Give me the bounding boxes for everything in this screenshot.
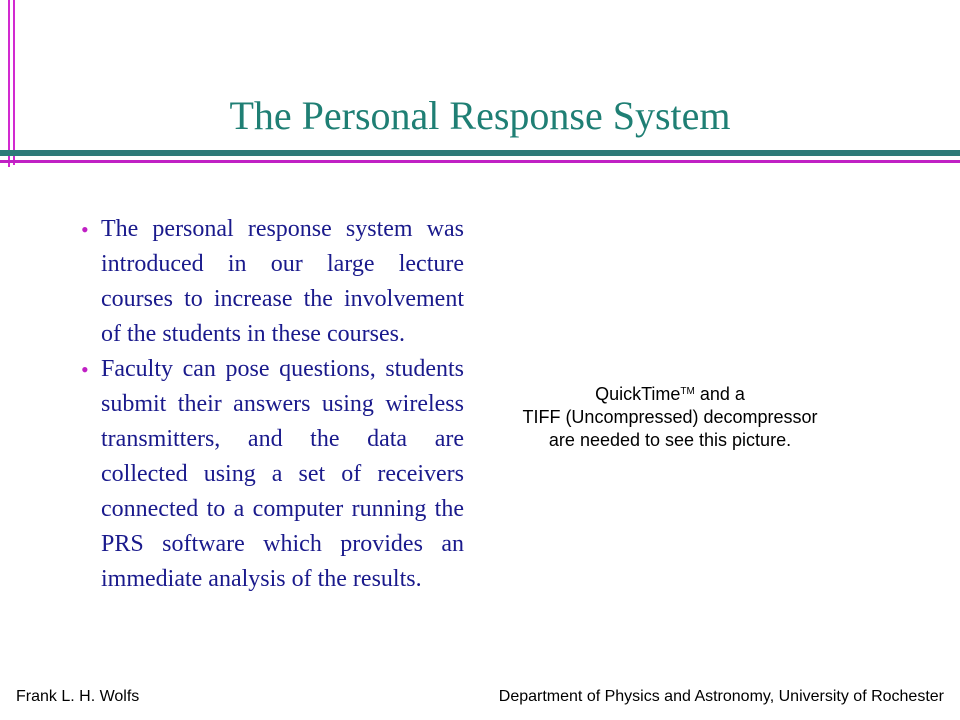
placeholder-line-1	[500, 380, 840, 406]
bullet-item	[80, 352, 464, 597]
footer-affiliation: Department of Physics and Astronomy, University of Rochester	[498, 688, 944, 705]
title-rule-teal	[0, 150, 960, 156]
bullet-text: Faculty can pose questions, students submit their answers using wireless transmitters, and the data are collected using a set of receivers connected to a computer running the PRS software which provides an immediate analysis of the results.	[101, 356, 464, 592]
left-accent-line	[8, 0, 10, 167]
left-accent-line-inner	[13, 0, 15, 165]
title-rule-magenta	[0, 160, 960, 163]
bullet-list	[80, 212, 464, 597]
placeholder-line-2: TIFF (Uncompressed) decompressor	[522, 407, 818, 427]
bullet-text: The personal response system was introduced in our large lecture courses to increase the involvement of the students in these courses.	[101, 216, 464, 347]
trademark-mark: TM	[680, 386, 695, 397]
bullet-dot-icon: •	[81, 217, 89, 242]
footer-author: Frank L. H. Wolfs	[16, 688, 140, 705]
bullet-dot-icon: •	[81, 357, 89, 382]
placeholder-line-1-prefix: QuickTime	[595, 384, 681, 404]
bullet-item	[80, 212, 464, 352]
slide-title: The Personal Response System	[229, 93, 731, 138]
placeholder-line-1-suffix: and a	[694, 384, 745, 404]
image-placeholder	[500, 380, 840, 452]
placeholder-line-3: are needed to see this picture.	[548, 430, 792, 450]
